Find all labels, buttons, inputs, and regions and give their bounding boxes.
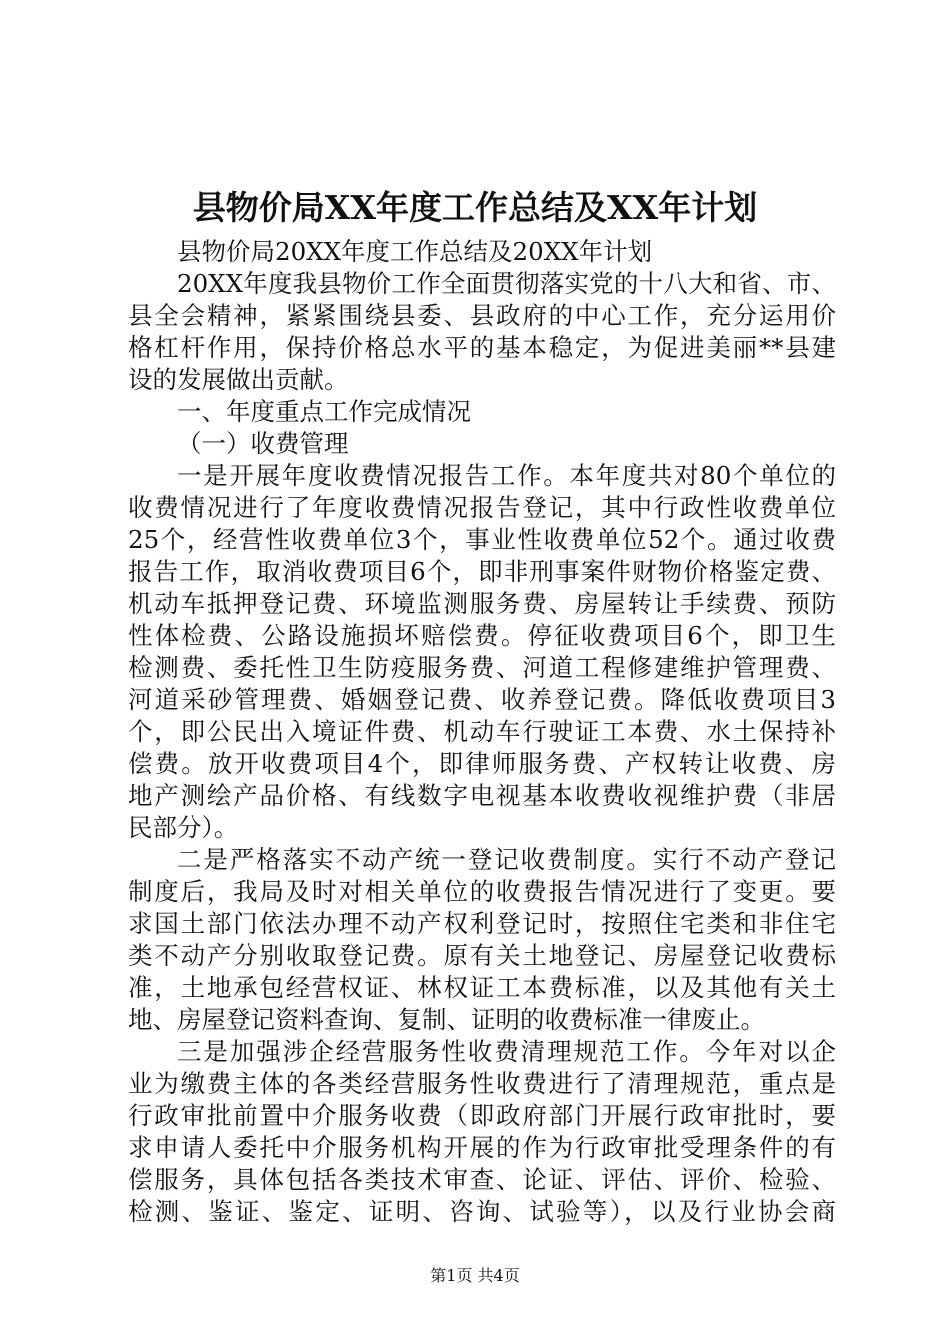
text-line: 地、房屋登记资料查询、复制、证明的收费标准一律废止。 — [128, 1005, 765, 1034]
text-line: 25个，经营性收费单位3个，事业性收费单位52个。通过收费 — [128, 525, 836, 554]
text-line: （一）收费管理 — [177, 429, 349, 458]
text-line: 二是严格落实不动产统一登记收费制度。实行不动产登记 — [177, 845, 836, 874]
text-line: 求申请人委托中介服务机构开展的作为行政审批受理条件的有 — [128, 1133, 836, 1162]
text-line: 求国土部门依法办理不动产权利登记时，按照住宅类和非住宅 — [128, 909, 836, 938]
text-line: 收费情况进行了年度收费情况报告登记，其中行政性收费单位 — [128, 493, 836, 522]
text-line: 个，即公民出入境证件费、机动车行驶证工本费、水土保持补 — [128, 717, 836, 746]
text-line: 民部分）。 — [128, 813, 239, 842]
text-line: 河道采砂管理费、婚姻登记费、收养登记费。降低收费项目3 — [128, 685, 836, 714]
text-line: 20XX年度我县物价工作全面贯彻落实党的十八大和省、市、 — [177, 269, 836, 298]
text-line: 偿费。放开收费项目4个，即律师服务费、产权转让收费、房 — [128, 749, 836, 778]
text-line: 一是开展年度收费情况报告工作。本年度共对80个单位的 — [177, 461, 836, 490]
text-line: 县物价局20XX年度工作总结及20XX年计划 — [177, 237, 653, 266]
page-footer: 第1页 共4页 — [430, 1266, 520, 1285]
text-line: 检测费、委托性卫生防疫服务费、河道工程修建维护管理费、 — [128, 653, 836, 682]
text-line: 类不动产分别收取登记费。原有关土地登记、房屋登记收费标 — [128, 941, 836, 970]
text-line: 准，土地承包经营权证、林权证工本费标准，以及其他有关土 — [128, 973, 836, 1002]
text-line: 设的发展做出贡献。 — [128, 365, 349, 394]
text-line: 地产测绘产品价格、有线数字电视基本收费收视维护费（非居 — [128, 781, 836, 810]
text-line: 报告工作，取消收费项目6个，即非刑事案件财物价格鉴定费、 — [128, 557, 836, 586]
text-line: 业为缴费主体的各类经营服务性收费进行了清理规范，重点是 — [128, 1069, 836, 1098]
text-line: 检测、鉴证、鉴定、证明、咨询、试验等），以及行业协会商 — [128, 1197, 836, 1226]
text-line: 一、年度重点工作完成情况 — [177, 397, 471, 426]
text-line: 偿服务，具体包括各类技术审查、论证、评估、评价、检验、 — [128, 1165, 836, 1194]
text-line: 格杠杆作用，保持价格总水平的基本稳定，为促进美丽**县建 — [128, 333, 836, 362]
text-line: 机动车抵押登记费、环境监测服务费、房屋转让手续费、预防 — [128, 589, 836, 618]
text-line: 制度后，我局及时对相关单位的收费报告情况进行了变更。要 — [128, 877, 836, 906]
text-line: 县全会精神，紧紧围绕县委、县政府的中心工作，充分运用价 — [128, 301, 836, 330]
text-line: 行政审批前置中介服务收费（即政府部门开展行政审批时，要 — [128, 1101, 836, 1130]
text-line: 三是加强涉企经营服务性收费清理规范工作。今年对以企 — [177, 1037, 836, 1066]
document-body — [128, 236, 836, 1228]
text-line: 性体检费、公路设施损坏赔偿费。停征收费项目6个，即卫生 — [128, 621, 836, 650]
document-title: 县物价局XX年度工作总结及XX年计划 — [192, 188, 758, 227]
